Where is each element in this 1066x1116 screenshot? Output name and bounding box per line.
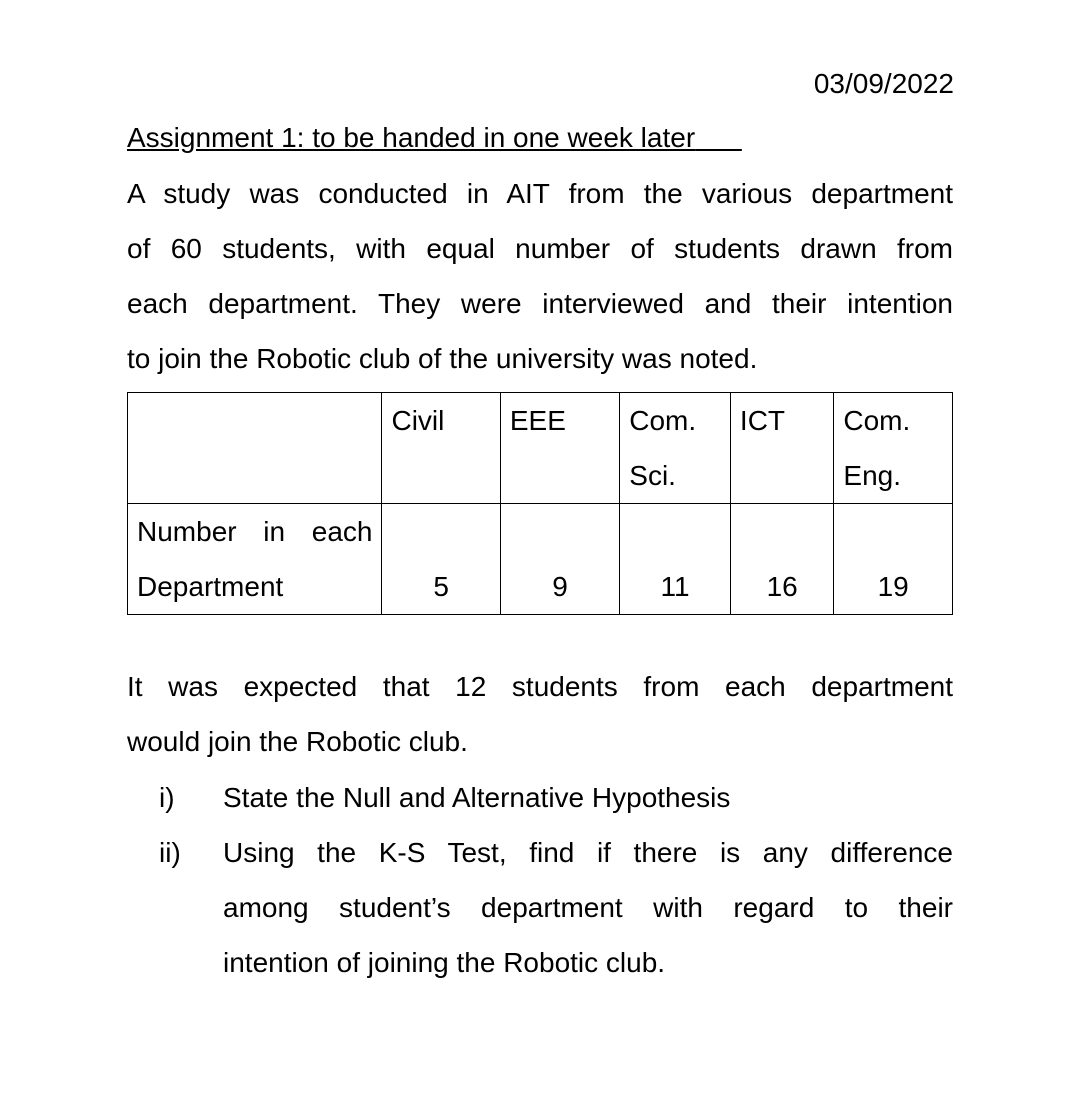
- department-table: [127, 392, 953, 615]
- row-label-text: Department: [137, 571, 284, 602]
- intro-line: A study was conducted in AIT from the various department: [127, 178, 953, 209]
- question-list: [127, 770, 953, 990]
- value-cell-eee: 9: [500, 504, 619, 615]
- header-cell-com-sci: [620, 393, 731, 504]
- question-line: Using the K-S Test, find if there is any difference: [223, 837, 953, 868]
- value-cell-com-eng: 19: [834, 504, 953, 615]
- table-row: [128, 504, 953, 615]
- header-text: EEE: [509, 405, 566, 436]
- header-text: Com.: [843, 405, 911, 436]
- header-text: Eng.: [843, 460, 901, 491]
- header-text: ICT: [739, 405, 786, 436]
- row-label-cell: [128, 504, 382, 615]
- intro-line: each department. They were interviewed and their intention: [127, 288, 953, 319]
- question-line: State the Null and Alternative Hypothesis: [223, 782, 731, 813]
- list-item: [127, 770, 953, 825]
- header-cell-civil: [382, 393, 500, 504]
- question-line: among student’s department with regard to their: [223, 892, 953, 923]
- assignment-title-text: Assignment 1: to be handed in one week later: [127, 122, 696, 153]
- header-text: Civil: [391, 405, 445, 436]
- value-cell-civil: 5: [382, 504, 500, 615]
- question-line: intention of joining the Robotic club.: [223, 947, 666, 978]
- list-item: [127, 825, 953, 990]
- expectation-line: It was expected that 12 students from each department: [127, 671, 953, 702]
- header-text: Com.: [629, 405, 697, 436]
- document-date: 03/09/2022: [813, 68, 954, 99]
- intro-line: to join the Robotic club of the university was noted.: [127, 343, 758, 374]
- value-cell-ict: 16: [730, 504, 833, 615]
- table-header-row: [128, 393, 953, 504]
- header-cell-empty: [128, 393, 382, 504]
- header-text: Sci.: [629, 460, 676, 491]
- header-cell-com-eng: [834, 393, 953, 504]
- expectation-paragraph: [127, 659, 953, 769]
- value-cell-com-sci: 11: [620, 504, 731, 615]
- intro-paragraph: [127, 166, 953, 386]
- intro-line: of 60 students, with equal number of students drawn from: [127, 233, 953, 264]
- list-marker: ii): [159, 837, 181, 868]
- header-cell-eee: [500, 393, 619, 504]
- header-cell-ict: [730, 393, 833, 504]
- row-label-text: Number in each: [137, 516, 373, 547]
- assignment-title: [127, 120, 742, 156]
- expectation-line: would join the Robotic club.: [127, 726, 468, 757]
- list-marker: i): [159, 782, 175, 813]
